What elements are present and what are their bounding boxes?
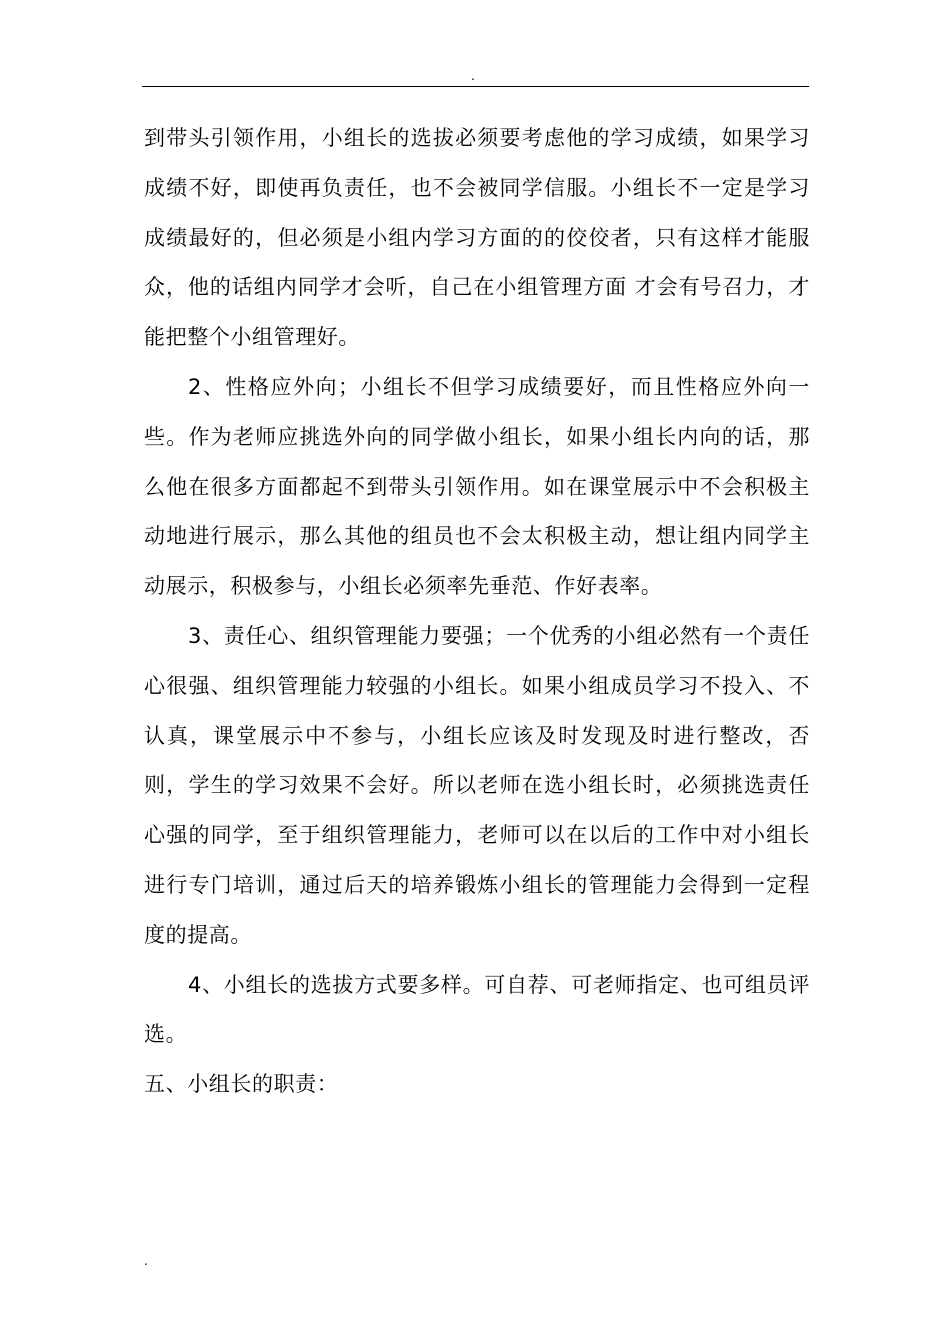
- paragraph-continuation: 到带头引领作用，小组长的选拔必须要考虑他的学习成绩，如果学习成绩不好，即使再负责任，也不会被同学信服。小组长不一定是学习成绩最好的，但必须是小组内学习方面的的佼佼者，只有这样才能服众，他的话组内同学才会听，自己在小组管理方面 才会有号召力，才能把整个小组管理好。: [144, 126, 810, 350]
- paragraph-point-4: 4、小组长的选拔方式要多样。可自荐、可老师指定、也可组员评选。: [144, 972, 810, 1047]
- paragraph-point-2: 2、性格应外向；小组长不但学习成绩要好，而且性格应外向一些。作为老师应挑选外向的同学做小组长，如果小组长内向的话，那么他在很多方面都起不到带头引领作用。如在课堂展示中不会积极主动地进行展示，那么其他的组员也不会太积极主动，想让组内同学主动展示，积极参与，小组长必须率先垂范、作好表率。: [144, 374, 810, 599]
- paragraph-point-3: 3、责任心、组织管理能力要强；一个优秀的小组必然有一个责任心很强、组织管理能力较强的小组长。如果小组成员学习不投入、不认真，课堂展示中不参与，小组长应该及时发现及时进行整改，否则，学生的学习效果不会好。所以老师在选小组长时，必须挑选责任心强的同学，至于组织管理能力，老师可以在以后的工作中对小组长进行专门培训，通过后天的培养锻炼小组长的管理能力会得到一定程度的提高。: [144, 623, 810, 947]
- header-mark: .: [471, 69, 475, 83]
- footer-mark: .: [144, 1254, 148, 1268]
- section-heading-duties: 五、小组长的职责：: [144, 1072, 339, 1097]
- header-rule: [142, 86, 809, 87]
- document-body: [144, 114, 810, 1110]
